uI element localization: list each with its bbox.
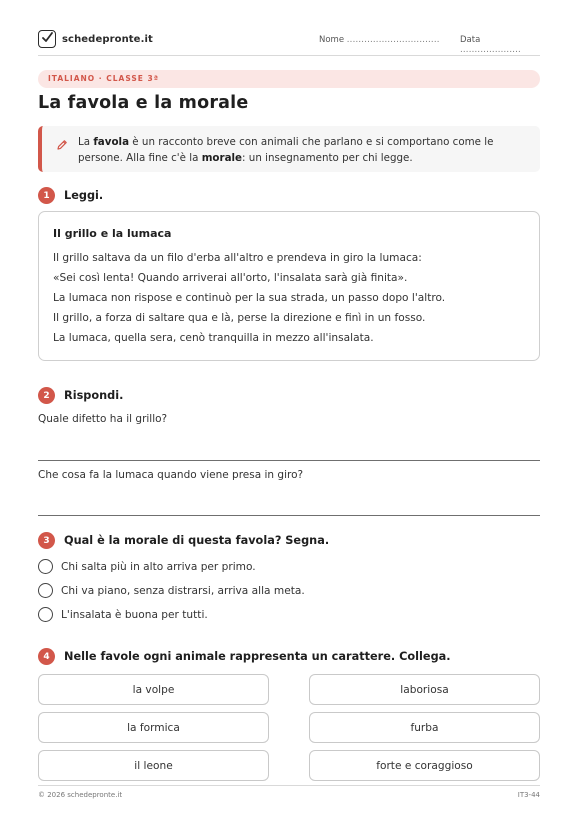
date-label: Data [460, 35, 481, 45]
exercise-number-badge: 2 [38, 387, 55, 404]
match-animal-card[interactable]: il leone [38, 750, 269, 781]
exercise-number-badge: 1 [38, 187, 55, 204]
story-line: La lumaca non rispose e continuò per la sua strada, un passo dopo l'altro. [53, 292, 446, 304]
subject-tag-label: ITALIANO · CLASSE 3ª [48, 74, 159, 83]
radio-circle[interactable] [38, 607, 53, 622]
choice-option[interactable] [38, 559, 256, 574]
brand-logo [38, 30, 153, 48]
exercise-instruction: Nelle favole ogni animale rappresenta un carattere. Collega. [64, 650, 451, 663]
exercise-instruction: Leggi. [64, 189, 104, 202]
choice-label: L'insalata è buona per tutti. [61, 608, 208, 621]
story-box [38, 211, 540, 361]
name-blank: ................................ [346, 35, 440, 45]
date-field[interactable] [460, 35, 540, 55]
match-trait-card[interactable]: forte e coraggioso [309, 750, 540, 781]
exercise-number-badge: 4 [38, 648, 55, 665]
definition-text: La favola è un racconto breve con animali che parlano e si comportano come le persone. Alla fine c'è la morale: un insegnamento per chi legge. [78, 136, 494, 164]
story-line: Il grillo saltava da un filo d'erba all'altro e prendeva in giro la lumaca: [53, 252, 422, 264]
page-title: La favola e la morale [38, 93, 249, 113]
match-animal-card[interactable]: la formica [38, 712, 269, 743]
footer-code: IT3-44 [517, 791, 540, 799]
answer-line[interactable] [38, 515, 540, 516]
choice-label: Chi salta più in alto arriva per primo. [61, 560, 256, 573]
exercise-2-heading [38, 387, 123, 404]
exercise-instruction: Rispondi. [64, 389, 124, 402]
story-line: Il grillo, a forza di saltare qua e là, perse la direzione e finì in un fosso. [53, 312, 426, 324]
choice-label: Chi va piano, senza distrarsi, arriva alla meta. [61, 584, 305, 597]
footer-copyright: © 2026 schedepronte.it [38, 791, 123, 799]
checkbox-logo-icon [38, 30, 56, 48]
pencil-icon [56, 136, 68, 155]
page-header [38, 26, 540, 56]
name-label: Nome [319, 35, 345, 45]
radio-circle[interactable] [38, 559, 53, 574]
footer-divider [38, 785, 540, 786]
story-line: «Sei così lenta! Quando arriverai all'orto, l'insalata sarà già finita». [53, 272, 408, 284]
name-field[interactable] [319, 35, 440, 45]
story-title: Il grillo e la lumaca [53, 227, 172, 240]
choice-option[interactable] [38, 607, 208, 622]
subject-tag [38, 70, 540, 88]
open-question: Quale difetto ha il grillo? [38, 413, 168, 425]
choice-option[interactable] [38, 583, 305, 598]
exercise-number-badge: 3 [38, 532, 55, 549]
open-question: Che cosa fa la lumaca quando viene presa in giro? [38, 469, 304, 481]
exercise-3-heading [38, 532, 329, 549]
exercise-4-heading [38, 648, 451, 665]
match-trait-card[interactable]: laboriosa [309, 674, 540, 705]
radio-circle[interactable] [38, 583, 53, 598]
match-trait-card[interactable]: furba [309, 712, 540, 743]
match-animal-card[interactable]: la volpe [38, 674, 269, 705]
story-line: La lumaca, quella sera, cenò tranquilla in mezzo all'insalata. [53, 332, 374, 344]
date-blank: ..................... [460, 45, 521, 55]
answer-line[interactable] [38, 460, 540, 461]
exercise-1-heading [38, 187, 103, 204]
brand-name: schedepronte.it [62, 33, 153, 45]
exercise-instruction: Qual è la morale di questa favola? Segna. [64, 534, 330, 547]
definition-note [38, 126, 540, 172]
